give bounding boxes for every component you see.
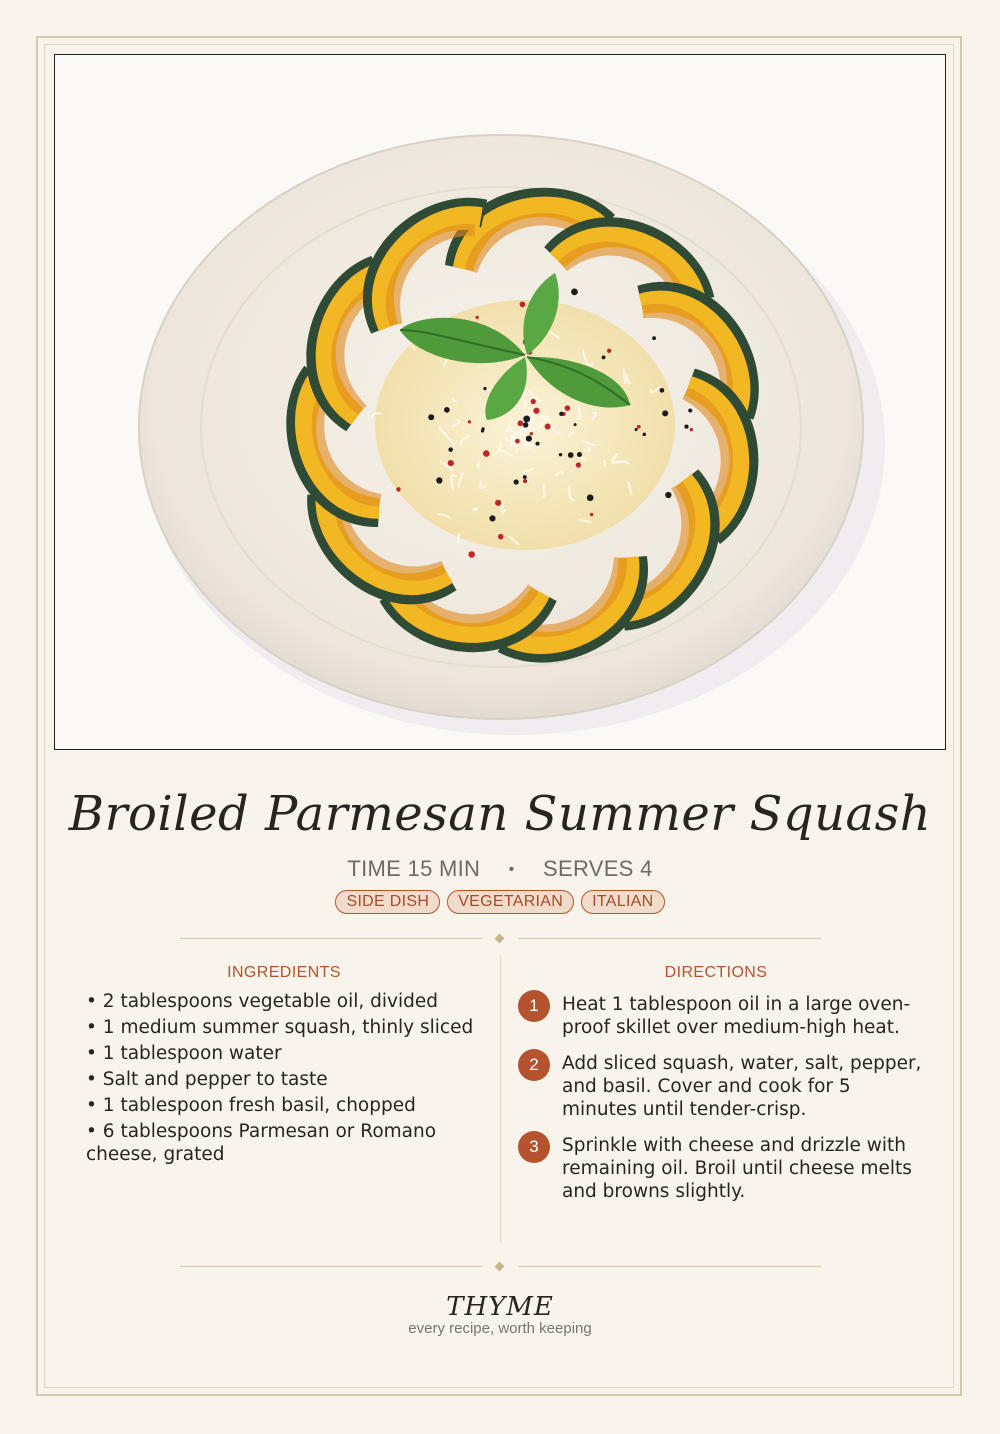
recipe-title: Broiled Parmesan Summer Squash [68, 786, 932, 842]
step-text: Sprinkle with cheese and drizzle with remaining oil. Broil until cheese melts and browns slightly. [562, 1135, 912, 1202]
ingredient-item: • 2 tablespoons vegetable oil, divided [86, 991, 438, 1012]
recipe-photo [54, 54, 946, 750]
squash-plate-illustration [55, 55, 945, 749]
ingredients-list [86, 990, 486, 1169]
step-number-badge: 3 [518, 1131, 550, 1163]
footer-divider-right [518, 1266, 821, 1267]
cook-time: TIME 15 MIN [347, 856, 481, 881]
ingredient-item: • 1 tablespoon water [86, 1043, 282, 1064]
servings: SERVES 4 [543, 856, 653, 881]
meta-separator: • [508, 861, 515, 878]
ingredient-item: • 1 tablespoon fresh basil, chopped [86, 1095, 416, 1116]
ingredient-item: • 6 tablespoons Parmesan or Romano cheese, grated [86, 1121, 437, 1165]
divider-left [180, 938, 483, 939]
tag-badge: ITALIAN [581, 890, 664, 914]
recipe-meta [0, 856, 1000, 882]
tag-badge: SIDE DISH [335, 890, 440, 914]
footer-divider-left [180, 1266, 483, 1267]
brand-tagline: every recipe, worth keeping [408, 1320, 592, 1337]
brand-logo: THYME [446, 1292, 554, 1322]
step-number-badge: 2 [518, 1049, 550, 1081]
tag-badge: VEGETARIAN [447, 890, 574, 914]
step-text: Add sliced squash, water, salt, pepper, and basil. Cover and cook for 5 minutes until tender-crisp. [562, 1053, 922, 1120]
step-text: Heat 1 tablespoon oil in a large oven-proof skillet over medium-high heat. [562, 994, 911, 1038]
divider-right [518, 938, 821, 939]
directions-heading: DIRECTIONS [664, 964, 768, 981]
step-number-badge: 1 [518, 990, 550, 1022]
ingredient-item: • 1 medium summer squash, thinly sliced [86, 1017, 474, 1038]
directions-list [518, 990, 928, 1213]
ingredients-heading: INGREDIENTS [227, 964, 341, 981]
direction-step [518, 1131, 928, 1203]
tag-list [0, 890, 1000, 914]
column-divider [500, 955, 501, 1243]
direction-step [518, 990, 928, 1039]
direction-step [518, 1049, 928, 1121]
ingredient-item: • Salt and pepper to taste [86, 1069, 328, 1090]
